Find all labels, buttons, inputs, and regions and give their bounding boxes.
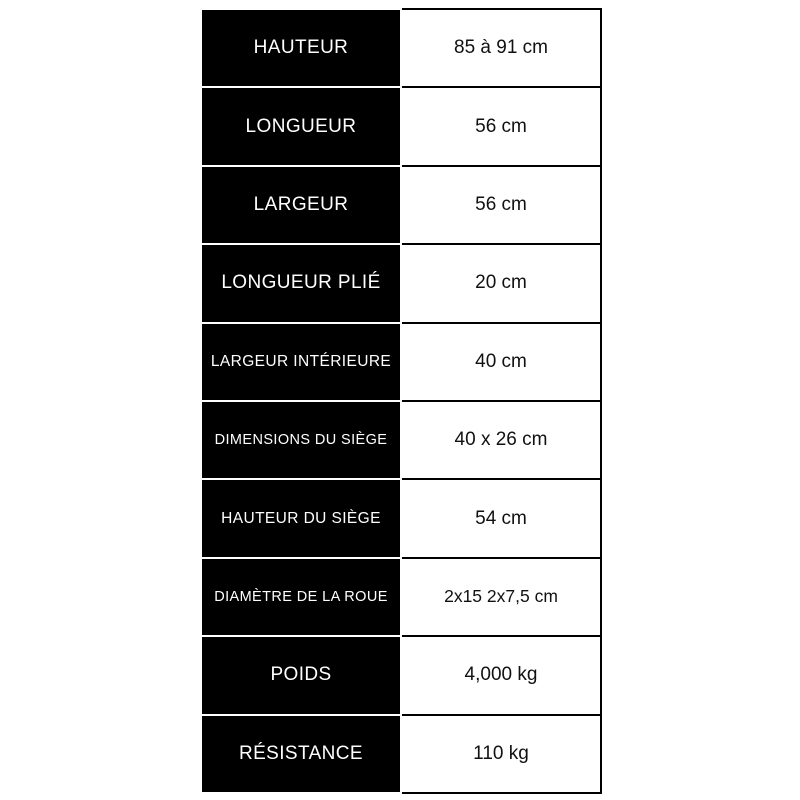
spec-value-cell: 2x15 2x7,5 cm <box>401 558 601 636</box>
spec-label-cell: LONGUEUR PLIÉ <box>201 244 401 322</box>
table-row <box>201 636 601 714</box>
spec-label-cell: LARGEUR INTÉRIEURE <box>201 323 401 401</box>
spec-label-cell: HAUTEUR <box>201 9 401 87</box>
spec-value-cell: 56 cm <box>401 166 601 244</box>
spec-label-cell: LONGUEUR <box>201 87 401 165</box>
spec-label-cell: POIDS <box>201 636 401 714</box>
table-body <box>201 9 601 793</box>
spec-label-cell: HAUTEUR DU SIÈGE <box>201 479 401 557</box>
table-row <box>201 715 601 793</box>
spec-label-cell: LARGEUR <box>201 166 401 244</box>
table-row <box>201 244 601 322</box>
spec-label-cell: RÉSISTANCE <box>201 715 401 793</box>
table-row <box>201 558 601 636</box>
spec-value-cell: 40 x 26 cm <box>401 401 601 479</box>
spec-label-cell: DIMENSIONS DU SIÈGE <box>201 401 401 479</box>
spec-value-cell: 56 cm <box>401 87 601 165</box>
table-row <box>201 401 601 479</box>
spec-label-cell: DIAMÈTRE DE LA ROUE <box>201 558 401 636</box>
spec-value-cell: 54 cm <box>401 479 601 557</box>
table-row <box>201 9 601 87</box>
spec-value-cell: 110 kg <box>401 715 601 793</box>
spec-value-cell: 4,000 kg <box>401 636 601 714</box>
table-row <box>201 87 601 165</box>
spec-value-cell: 85 à 91 cm <box>401 9 601 87</box>
table-row <box>201 323 601 401</box>
spec-value-cell: 20 cm <box>401 244 601 322</box>
specifications-table <box>200 8 602 794</box>
spec-value-cell: 40 cm <box>401 323 601 401</box>
table-row <box>201 479 601 557</box>
table-row <box>201 166 601 244</box>
